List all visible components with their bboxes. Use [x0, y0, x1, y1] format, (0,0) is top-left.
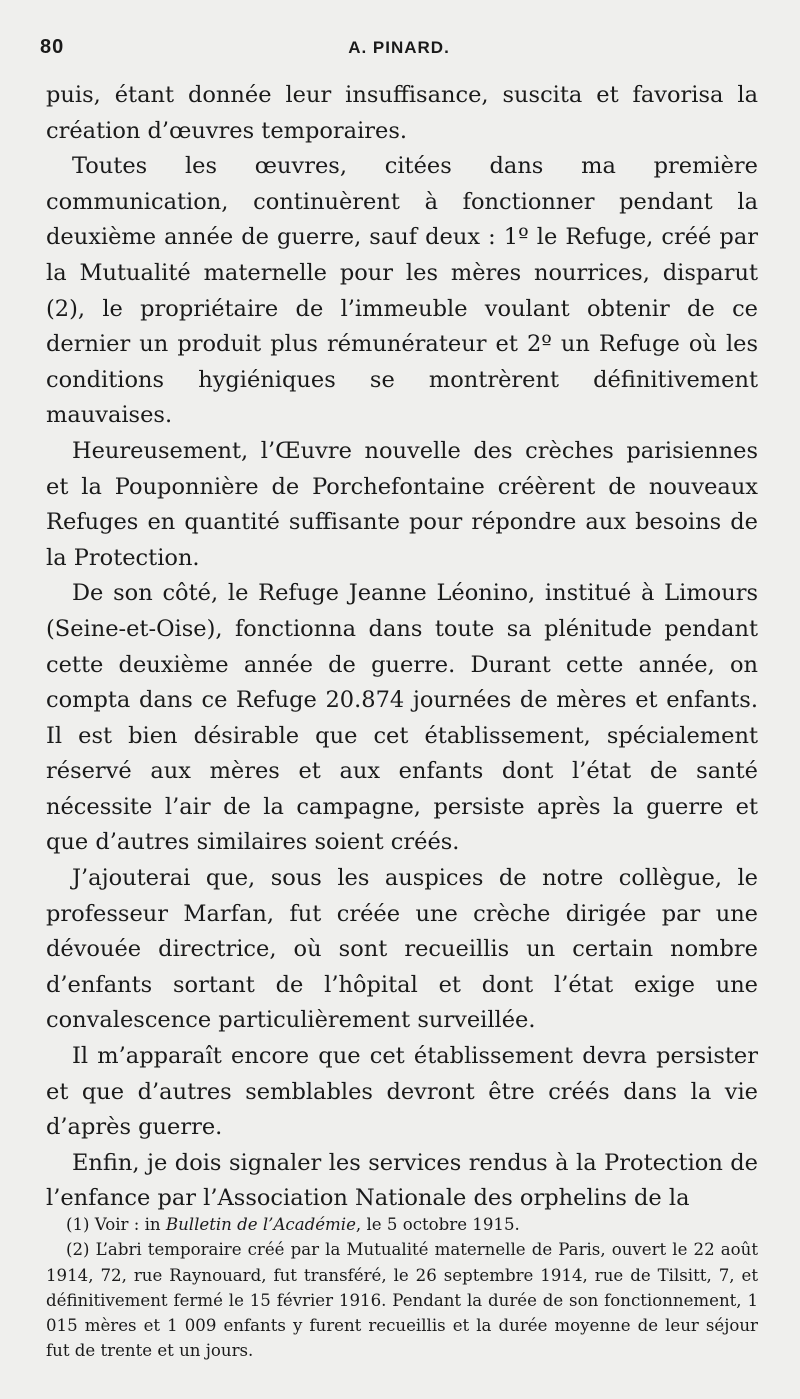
- paragraph-heureusement: Heureusement, l’Œuvre nouvelle des crèches parisiennes et la Pouponnière de Porchefontaine créèrent de nouveaux Refuges en quantité suffisante pour répondre aux besoins de la Protection.: [46, 437, 758, 571]
- running-head: [40, 36, 758, 60]
- paragraph-marfan: J’ajouterai que, sous les auspices de notre collègue, le professeur Marfan, fut créée une crèche dirigée par une dévouée directrice, où sont recueillis un certain nombre d’enfants sortant de l’hôpital et dont l’état exige une convalescence particulièrement surveillée.: [46, 865, 758, 1034]
- footnotes: [46, 1212, 758, 1364]
- paragraph-refuge-leonino: De son côté, le Refuge Jeanne Léonino, institué à Limours (Seine-et-Oise), fonctionna dans toute sa plénitude pendant cette deuxième année de guerre. Durant cette année, on compta dans ce Refuge 20.874 journées de mères et enfants. Il est bien désirable que cet établissement, spécialement réservé aux mères et aux enfants dont l’état de santé nécessite l’air de la campagne, persiste après la guerre et que d’autres similaires soient créés.: [46, 580, 758, 856]
- paragraph-persister: Il m’apparaît encore que cet établissement devra persister et que d’autres semblables devront être créés dans la vie d’après guerre.: [46, 1043, 758, 1141]
- footnote-1-suffix: , le 5 octobre 1915.: [355, 1215, 520, 1234]
- footnote-1-title: Bulletin de l’Académie: [165, 1215, 356, 1234]
- paragraph-continuation: puis, étant donnée leur insuffisance, suscita et favorisa la création d’œuvres temporaires.: [46, 82, 758, 144]
- running-head-author: A. PINARD.: [348, 38, 450, 57]
- body-text: [46, 78, 758, 1217]
- page-number: 80: [40, 36, 65, 58]
- paragraph-oeuvres: Toutes les œuvres, citées dans ma première communication, continuèrent à fonctionner pendant la deuxième année de guerre, sauf deux : 1º le Refuge, créé par la Mutualité maternelle pour les mères nourrices, disparut (2), le propriétaire de l’immeuble voulant obtenir de ce dernier un produit plus rémunérateur et 2º un Refuge où les conditions hygiéniques se montrèrent définitivement mauvaises.: [46, 153, 758, 429]
- footnote-2: (2) L’abri temporaire créé par la Mutualité maternelle de Paris, ouvert le 22 août 1914, 72, rue Raynouard, fut transféré, le 26 septembre 1914, rue de Tilsitt, 7, et définitivement fermé le 15 février 1916. Pendant la durée de son fonctionnement, 1 015 mères et 1 009 enfants y furent recueillis et la durée moyenne de leur séjour fut de trente et un jours.: [46, 1240, 758, 1361]
- footnote-1-prefix: (1) Voir : in: [66, 1215, 166, 1234]
- paragraph-enfin: Enfin, je dois signaler les services rendus à la Protection de l’enfance par l’Association Nationale des orphelins de la: [46, 1149, 758, 1212]
- footnote-1: [46, 1212, 758, 1237]
